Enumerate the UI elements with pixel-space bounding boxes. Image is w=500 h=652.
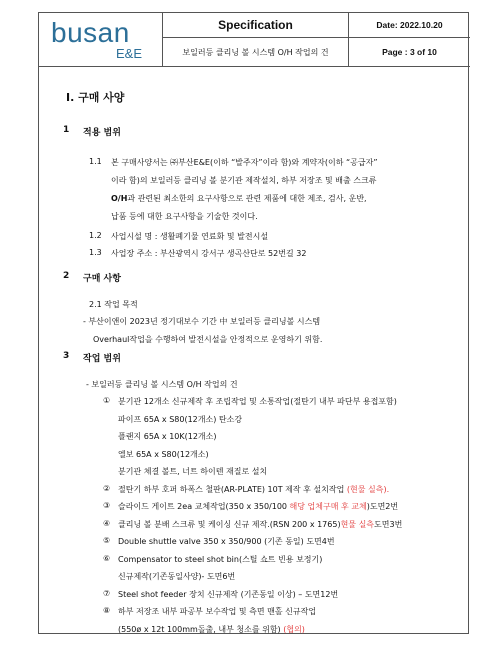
heading-number: 1 xyxy=(63,125,70,135)
logo-subtext: E&E xyxy=(116,46,143,61)
item-number: 1.1 xyxy=(89,157,102,166)
work-item-tail: 도면3번 xyxy=(374,519,403,529)
work-item xyxy=(118,519,402,530)
work-item-text: 분기관 12개소 신규제작 후 조립작업 및 소통작업(절탄기 내부 파단부 용접포함) xyxy=(118,397,397,406)
item-number: 1.3 xyxy=(89,248,102,257)
item-marker: ② xyxy=(103,483,111,493)
work-item xyxy=(118,536,335,547)
work-item-text: (550ø x 12t 100mm돌출, 내부 청소를 위함) xyxy=(118,624,284,634)
doc-date: Date: 2022.10.20 xyxy=(349,13,470,38)
work-item xyxy=(118,501,398,512)
item-marker: ⑧ xyxy=(103,606,111,615)
heading-number: 2 xyxy=(63,271,70,281)
work-item-note: (현물 실측). xyxy=(346,484,390,494)
doc-subject: 보일러등 클리닝 볼 시스템 O/H 작업의 건 xyxy=(163,38,349,67)
heading-scope: 적용 범위 xyxy=(83,128,121,138)
work-item xyxy=(118,414,242,425)
paragraph-line: 납품 등에 대한 요구사항을 기술한 것이다. xyxy=(111,212,258,221)
work-item-text: Steel shot feeder 장치 신규제작 (기존동일 이상) – 도면12번 xyxy=(118,589,339,599)
paragraph-line: 본 구매사양서는 ㈜부산E&E(이하 “발주자”이라 함)와 계약자(이하 “공급자” xyxy=(111,158,378,167)
work-item xyxy=(118,484,389,495)
work-item-text: 파이프 65A x S80(12개소) 탄소강 xyxy=(118,414,243,424)
work-item-text: 플랜지 65A x 10K(12개소) xyxy=(118,432,217,441)
doc-title: Specification xyxy=(163,13,349,38)
document-header xyxy=(39,13,468,67)
work-item xyxy=(118,431,217,442)
facility-name: 사업시설 명 : 생활폐기물 연료화 및 발전시설 xyxy=(111,232,269,241)
work-item-text: 클리닝 볼 분배 스크류 및 케이싱 신규 제작.(RSN 200 x 1765) xyxy=(118,519,341,529)
work-item xyxy=(118,466,267,477)
paragraph-line: - 부산이앤이 2023년 정기대보수 기간 中 보일러등 클리닝볼 시스템 xyxy=(83,317,321,326)
work-item-text: 분기관 체결 볼트, 너트 하이텐 재질로 설치 xyxy=(118,467,268,476)
paragraph-line: O/H과 관련된 최소한의 요구사항으로 관련 제품에 대한 제조, 검사, 운반, xyxy=(111,194,367,203)
work-item-text: 신규제작(기존동일사양)- 도면6번 xyxy=(118,572,236,581)
item-marker: ⑥ xyxy=(103,553,111,563)
work-item xyxy=(118,606,316,617)
scope-intro: - 보일러등 클리닝 볼 시스템 O/H 작업의 건 xyxy=(86,380,238,389)
work-item xyxy=(118,571,235,582)
work-item xyxy=(118,554,322,565)
work-item-text: Double shuttle valve 350 x 350/900 (기존 동일) 도면4번 xyxy=(118,537,335,546)
item-number: 1.2 xyxy=(89,231,102,240)
item-marker: ③ xyxy=(103,501,111,510)
company-logo xyxy=(39,13,163,67)
heading-purchase: 구매 사항 xyxy=(83,274,121,284)
section-title: Ⅰ. 구매 사양 xyxy=(66,91,125,104)
site-address: 사업장 주소 : 부산광역시 강서구 생곡산단로 52번길 32 xyxy=(111,249,307,258)
page-number: Page : 3 of 10 xyxy=(349,38,470,67)
heading-scope-of-work: 작업 범위 xyxy=(83,354,121,364)
item-marker: ⑤ xyxy=(103,536,111,545)
work-item xyxy=(118,589,338,600)
item-marker: ④ xyxy=(103,518,111,528)
document-page xyxy=(38,12,469,634)
work-item xyxy=(118,449,209,460)
work-item-note: (협의) xyxy=(283,624,305,634)
item-marker: ① xyxy=(103,396,111,405)
work-item xyxy=(118,396,397,407)
heading-number: 3 xyxy=(63,351,70,361)
subheading-purpose: 2.1 작업 목적 xyxy=(89,300,138,309)
work-item-text: Compensator to steel shot bin(스틸 쇼트 빈용 보정기) xyxy=(118,554,323,564)
item-marker: ⑦ xyxy=(103,588,111,598)
paragraph-line: 이라 함)의 보일러등 클리닝 볼 분기관 제작설치, 하부 저장조 및 배출 스크류 xyxy=(111,176,377,185)
work-item-tail: )도면2번 xyxy=(366,502,399,511)
logo-wordmark: busan xyxy=(51,17,130,48)
work-item-note: 현물 실측 xyxy=(340,519,375,529)
work-item-text: 절탄기 하부 호퍼 하폭스 철판(AR-PLATE) 10T 제작 후 설치작업 xyxy=(118,484,347,494)
work-item xyxy=(118,624,305,635)
work-item-text: 슬라이드 게이트 2ea 교체작업(350 x 350/100 xyxy=(118,502,290,511)
paragraph-line: Overhaul작업을 수행하여 발전시설을 안정적으로 운영하기 위함. xyxy=(93,335,323,344)
work-item-note: 해당 업체구매 후 교체 xyxy=(289,502,367,511)
work-item-text: 엘보 65A x S80(12개소) xyxy=(118,449,209,459)
work-item-text: 하부 저장조 내부 파공부 보수작업 및 측면 맨홀 신규작업 xyxy=(118,607,317,616)
